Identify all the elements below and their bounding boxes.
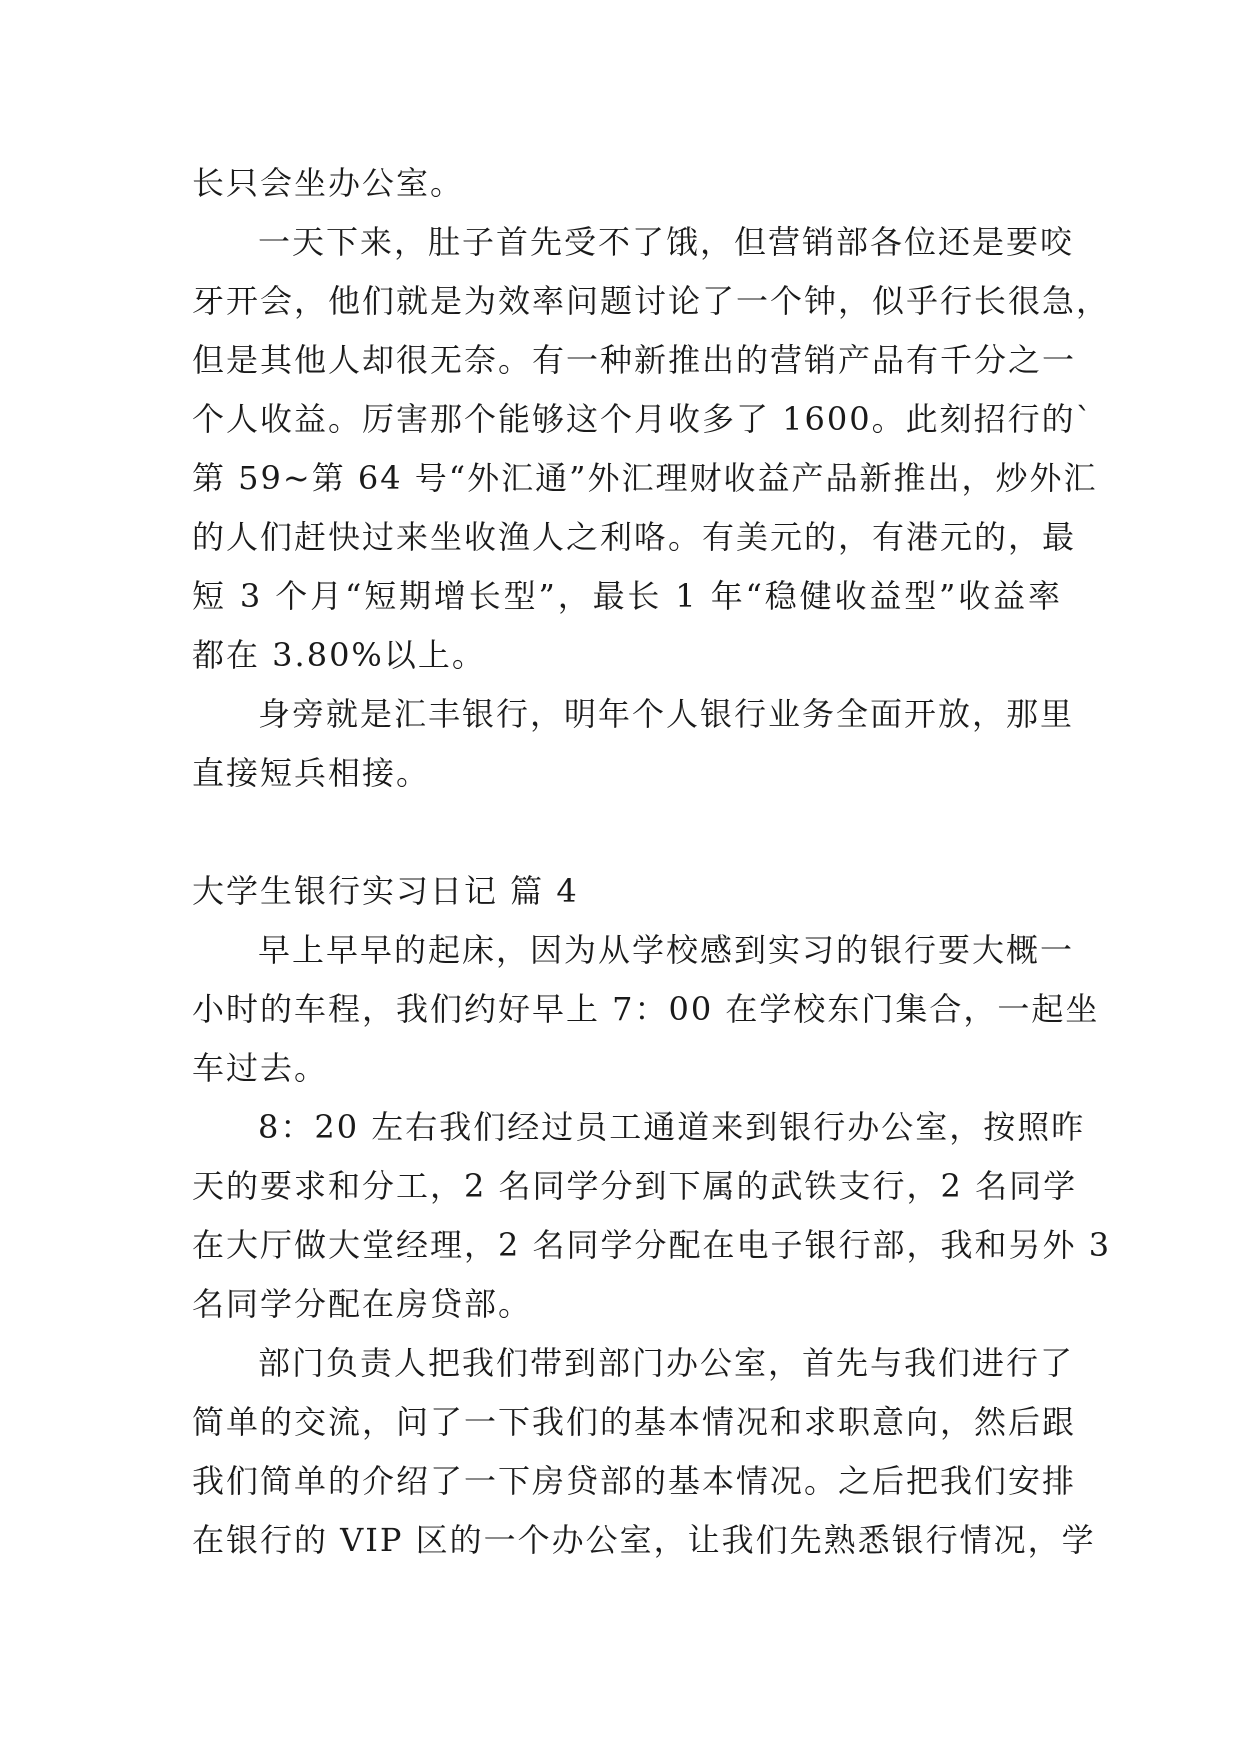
paragraph-5 [192,1098,1112,1334]
text-line: 一天下来，肚子首先受不了饿，但营销部各位还是要咬 [258,223,1075,261]
text-line: 短 3 个月“短期增长型”，最长 1 年“稳健收益型”收益率 [192,577,1062,615]
paragraph-3 [192,685,1075,803]
text-line: 都在 3.80%以上。 [192,636,486,674]
text-line: 在大厅做大堂经理，2 名同学分配在电子银行部，我和另外 3 [192,1226,1112,1264]
text-line: 8：20 左右我们经过员工通道来到银行办公室，按照昨 [258,1108,1086,1146]
paragraph-4 [192,921,1100,1098]
text-line: 我们简单的介绍了一下房贷部的基本情况。之后把我们安排 [192,1462,1077,1500]
text-line: 牙开会，他们就是为效率问题讨论了一个钟，似乎行长很急， [192,282,1111,320]
document-page [192,154,1112,1570]
text-line: 直接短兵相接。 [192,754,431,792]
text-line: 第 59~第 64 号“外汇通”外汇理财收益产品新推出，炒外汇 [192,459,1098,497]
text-line: 身旁就是汇丰银行，明年个人银行业务全面开放，那里 [258,695,1075,733]
text-line: 简单的交流，问了一下我们的基本情况和求职意向，然后跟 [192,1403,1077,1441]
paragraph-2 [192,213,1111,685]
text-line: 的人们赶快过来坐收渔人之利咯。有美元的，有港元的，最 [192,518,1077,556]
text-line: 早上早早的起床，因为从学校感到实习的银行要大概一 [258,931,1075,969]
section-heading: 大学生银行实习日记 篇 4 [192,872,579,910]
paragraph-6 [192,1334,1096,1570]
text-line: 在银行的 VIP 区的一个办公室，让我们先熟悉银行情况，学 [192,1521,1096,1559]
text-line: 个人收益。厉害那个能够这个月收多了 1600。此刻招行的` [192,400,1094,438]
text-line: 小时的车程，我们约好早上 7：00 在学校东门集合，一起坐 [192,990,1100,1028]
text-line: 长只会坐办公室。 [192,164,465,202]
text-line: 天的要求和分工，2 名同学分到下属的武铁支行，2 名同学 [192,1167,1078,1205]
paragraph-1 [192,154,1062,213]
text-line: 但是其他人却很无奈。有一种新推出的营销产品有千分之一 [192,341,1077,379]
text-line: 名同学分配在房贷部。 [192,1285,533,1323]
text-line: 部门负责人把我们带到部门办公室，首先与我们进行了 [258,1344,1075,1382]
text-line: 车过去。 [192,1049,329,1087]
